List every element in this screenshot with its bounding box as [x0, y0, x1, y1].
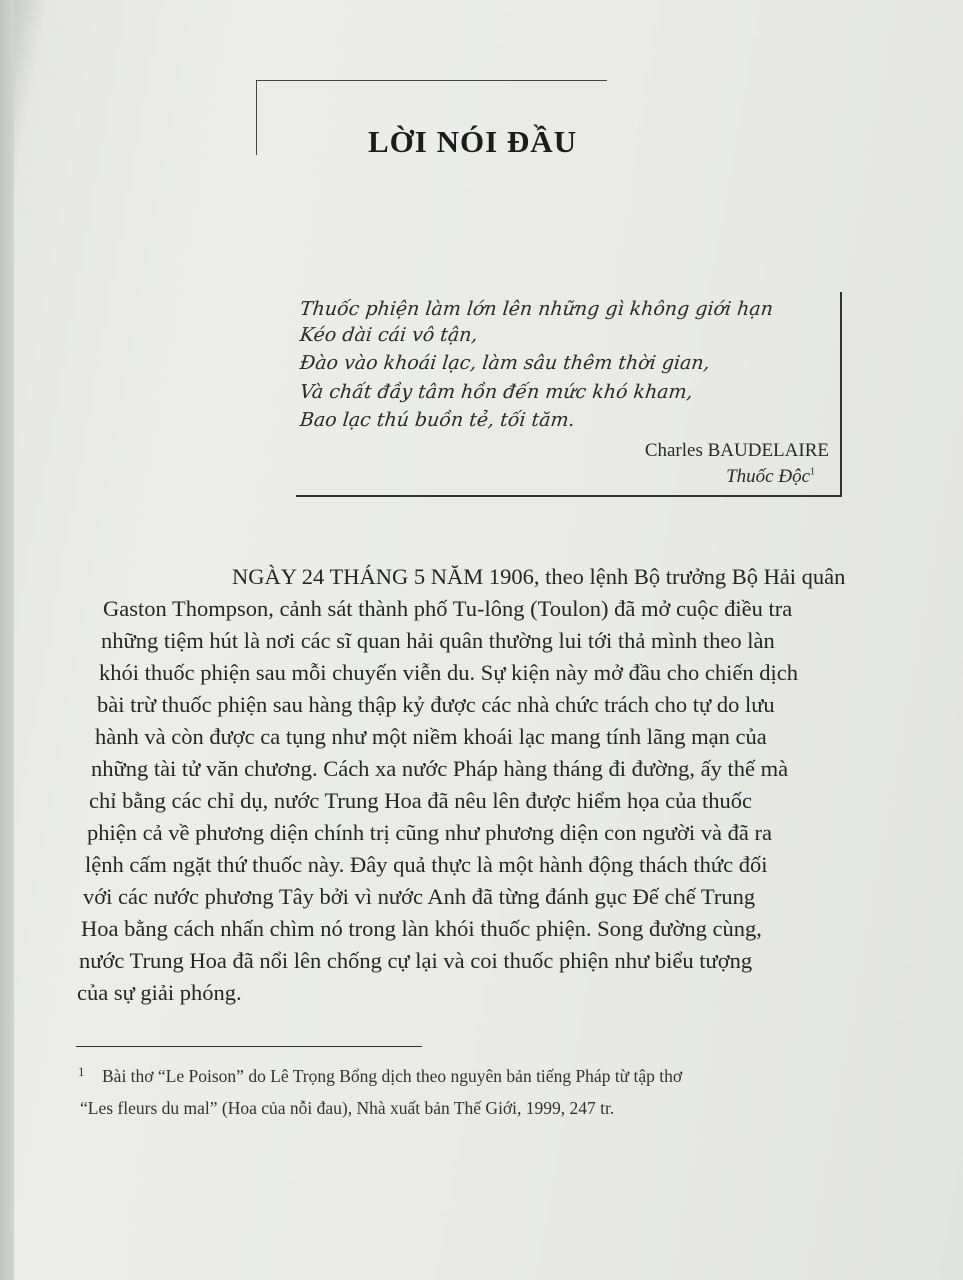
epigraph-line: Kéo dài cái vô tận,: [298, 324, 479, 346]
body-line: khói thuốc phiện sau mỗi chuyến viễn du. Sự kiện này mở đầu cho chiến dịch: [99, 660, 798, 685]
epigraph-author: Charles BAUDELAIRE: [644, 440, 829, 461]
footnote-line: Bài thơ “Le Poison” do Lê Trọng Bổng dịch theo nguyên bản tiếng Pháp từ tập thơ: [102, 1066, 683, 1086]
footnote-divider: [76, 1046, 422, 1047]
body-line: nước Trung Hoa đã nổi lên chống cự lại và coi thuốc phiện như biểu tượng: [79, 948, 753, 973]
body-line: Hoa bằng cách nhấn chìm nó trong làn khói thuốc phiện. Song đường cùng,: [81, 916, 762, 941]
body-line: chỉ bằng các chỉ dụ, nước Trung Hoa đã nêu lên được hiểm họa của thuốc: [89, 788, 753, 813]
body-line: với các nước phương Tây bởi vì nước Anh đã từng đánh gục Đế chế Trung: [83, 884, 756, 909]
body-line: NGÀY 24 THÁNG 5 NĂM 1906, theo lệnh Bộ trưởng Bộ Hải quân: [232, 564, 846, 589]
page-edge: [0, 0, 14, 1280]
footnote-reference: 1: [810, 466, 815, 478]
body-line: lệnh cấm ngặt thứ thuốc này. Đây quả thực là một hành động thách thức đối: [85, 852, 768, 877]
body-line: phiện cả về phương diện chính trị cũng như phương diện con người và đã ra: [87, 820, 772, 845]
epigraph-line: Bao lạc thú buồn tẻ, tối tăm.: [298, 409, 576, 431]
body-line: Gaston Thompson, cảnh sát thành phố Tu-lông (Toulon) đã mở cuộc điều tra: [103, 596, 793, 621]
body-line: của sự giải phóng.: [77, 980, 242, 1005]
epigraph-line: Và chất đầy tâm hồn đến mức khó kham,: [298, 381, 694, 403]
epigraph-work-title: Thuốc Độc: [726, 466, 810, 487]
footnote-line: “Les fleurs du mal” (Hoa của nỗi đau), Nhà xuất bản Thế Giới, 1999, 247 tr.: [80, 1098, 615, 1118]
footnote-number: 1: [78, 1064, 85, 1079]
body-line: những tài tử văn chương. Cách xa nước Pháp hàng tháng đi đường, ấy thế mà: [91, 756, 789, 781]
chapter-title: LỜI NÓI ĐẦU: [368, 124, 578, 159]
epigraph-source: [726, 466, 815, 488]
epigraph-line: Thuốc phiện làm lớn lên những gì không giới hạn: [298, 298, 775, 320]
body-line: bài trừ thuốc phiện sau hàng thập kỷ được các nhà chức trách cho tự do lưu: [97, 692, 775, 717]
body-line: hành và còn được ca tụng như một niềm khoái lạc mang tính lãng mạn của: [95, 724, 767, 749]
epigraph-line: Đào vào khoái lạc, làm sâu thêm thời gian,: [298, 352, 711, 374]
body-line: những tiệm hút là nơi các sĩ quan hải quân thường lui tới thả mình theo làn: [101, 628, 775, 653]
